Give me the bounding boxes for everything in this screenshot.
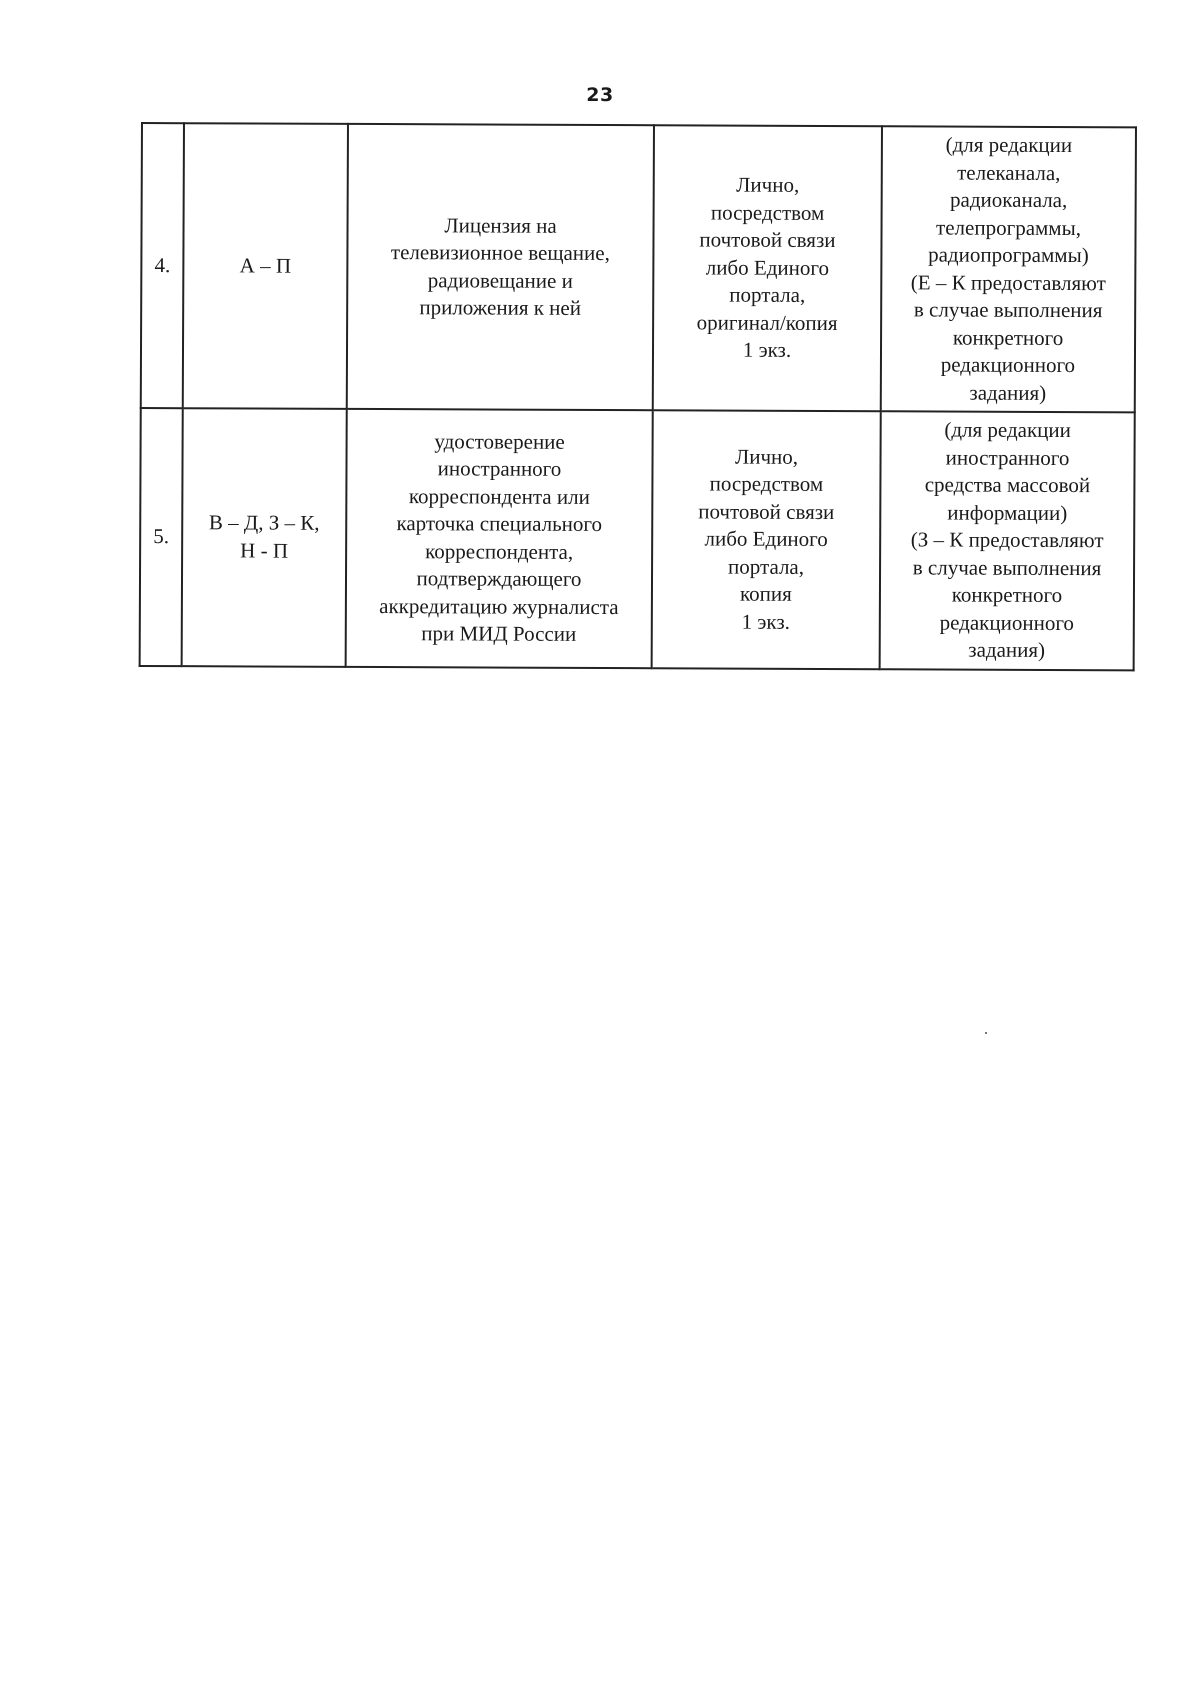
row-number-cell: 5.	[140, 408, 183, 666]
documents-table	[139, 122, 1137, 671]
page-number: 23	[586, 84, 614, 106]
table-row	[140, 408, 1135, 670]
document-cell: удостоверение иностранного корреспондента или карточка специального корреспондента, подтверждающего аккредитацию журналиста при МИД России	[346, 409, 653, 668]
document-cell: Лицензия на телевизионное вещание, радиовещание и приложения к ней	[347, 124, 654, 410]
note-cell: (для редакции иностранного средства массовой информации) (З – К предоставляют в случае выполнения конкретного редакционного задания)	[880, 411, 1135, 670]
row-number-cell: 4.	[141, 123, 184, 408]
table-row	[141, 123, 1136, 412]
letters-cell: В – Д, З – К, Н - П	[182, 408, 347, 666]
note-cell: (для редакции телеканала, радиоканала, телепрограммы, радиопрограммы) (Е – К предоставляют в случае выполнения конкретного редакционного задания)	[881, 126, 1136, 412]
submission-cell: Лично, посредством почтовой связи либо Единого портала, оригинал/копия 1 экз.	[653, 125, 882, 411]
submission-cell: Лично, посредством почтовой связи либо Единого портала, копия 1 экз.	[652, 410, 881, 668]
scan-speck	[985, 1032, 987, 1034]
letters-cell: А – П	[183, 123, 348, 409]
